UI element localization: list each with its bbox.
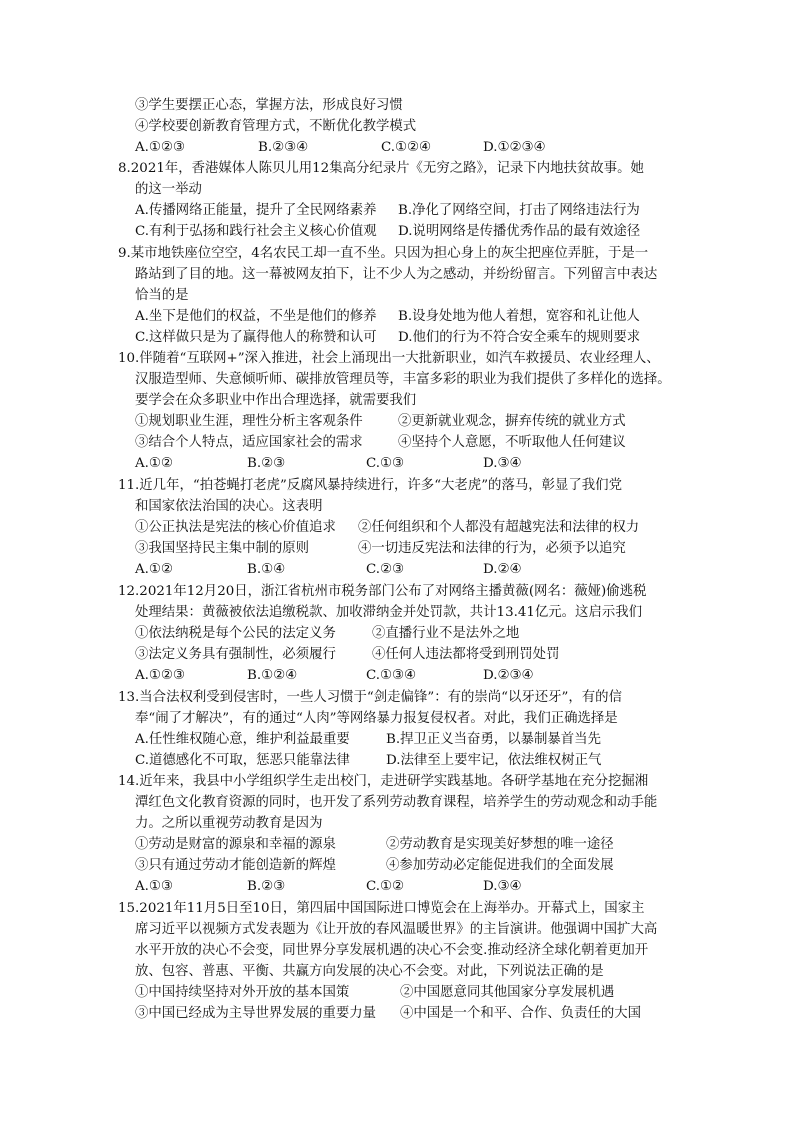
- q12-option-a: A.①②③: [135, 668, 185, 683]
- q14-stem-line-1: 14.近年来，我县中小学组织学生走出校门，走进研学实践基地。各研学基地在充分挖掘湘: [118, 774, 649, 789]
- q11-items-row-2: [135, 539, 675, 559]
- q8-options-row-1: [135, 201, 675, 221]
- q15-stem-line-2: 席习近平以视频方式发表题为《让开放的春风温暖世界》的主旨演讲。他强调中国扩大高: [135, 922, 658, 937]
- q12-option-d: D.②③④: [483, 668, 534, 683]
- q11-option-c: C.②③: [366, 562, 405, 577]
- q14-stem-line-2: 潭红色文化教育资源的同时，也开发了系列劳动教育课程，培养学生的劳动观念和动手能: [135, 795, 658, 810]
- q13-options-row-1: [135, 730, 675, 750]
- q14-options: [135, 877, 675, 897]
- q12-item-3: ③法定义务具有强制性，必须履行: [135, 647, 336, 662]
- q13-option-b: B.捍卫正义当奋勇，以暴制暴首当先: [386, 732, 601, 747]
- q10-items-row-2: [135, 433, 675, 453]
- q10-item-3: ③结合个人特点，适应国家社会的需求: [135, 435, 363, 450]
- q11-option-a: A.①②: [135, 562, 173, 577]
- q13-stem-line-2: 奉“闹了才解决”，有的通过“人肉”等网络暴力报复侵权者。对此，我们正确选择是: [135, 711, 618, 726]
- q10-stem-line-3: 要学会在众多职业中作出合理选择，就需要我们: [135, 393, 417, 408]
- q12-items-row-2: [135, 645, 675, 665]
- q9-options-row-1: [135, 307, 675, 327]
- q8-option-a: A.传播网络正能量，提升了全民网络素养: [135, 203, 377, 218]
- q10-items-row-1: [135, 412, 675, 432]
- q11-option-d: D.②④: [483, 562, 522, 577]
- q10-stem-line-1: 10.伴随着“互联网+”深入推进，社会上涌现出一大批新职业，如汽车救援员、农业经理人、: [118, 351, 660, 366]
- q15-item-2: ②中国愿意同其他国家分享发展机遇: [400, 985, 615, 1000]
- q7-option-b: B.②③④: [258, 140, 309, 155]
- q11-options: [135, 560, 675, 580]
- q7-option-a: A.①②③: [135, 140, 185, 155]
- q8-option-d: D.说明网络是传播优秀作品的最有效途径: [398, 224, 641, 239]
- q8-option-b: B.净化了网络空间，打击了网络违法行为: [398, 203, 640, 218]
- q14-item-1: ①劳动是财富的源泉和幸福的源泉: [135, 837, 336, 852]
- q10-option-d: D.③④: [483, 456, 522, 471]
- q14-option-c: C.①②: [366, 879, 405, 894]
- q11-item-3: ③我国坚持民主集中制的原则: [135, 541, 310, 556]
- q12-option-c: C.①③④: [366, 668, 417, 683]
- q12-options: [135, 666, 675, 686]
- q13-option-d: D.法律至上要牢记，依法维权树正气: [386, 753, 602, 768]
- q10-item-4: ④坚持个人意愿，不听取他人任何建议: [398, 435, 626, 450]
- q10-option-b: B.②③: [247, 456, 286, 471]
- q14-item-2: ②劳动教育是实现美好梦想的唯一途径: [386, 837, 614, 852]
- q10-option-a: A.①②: [135, 456, 173, 471]
- q12-stem-line-1: 12.2021年12月20日，浙江省杭州市税务部门公布了对网络主播黄薇(网名：薇娅)偷逃税: [118, 584, 647, 599]
- q14-option-a: A.①③: [135, 879, 173, 894]
- q9-option-b: B.设身处地为他人着想，宽容和礼让他人: [398, 309, 640, 324]
- q8-stem-line-1: 8.2021年，香港媒体人陈贝儿用12集高分纪录片《无穷之路》，记录下内地扶贫故事。她: [118, 161, 644, 176]
- q12-item-1: ①依法纳税是每个公民的法定义务: [135, 626, 336, 641]
- q12-option-b: B.①②④: [247, 668, 298, 683]
- q14-option-b: B.②③: [247, 879, 286, 894]
- q15-item-3: ③中国已经成为主导世界发展的重要力量: [135, 1006, 377, 1021]
- q11-stem-line-1: 11.近几年，“拍苍蝇打老虎”反腐风暴持续进行，许多“大老虎”的落马，彰显了我们党: [118, 478, 622, 493]
- q9-stem-line-1: 9.某市地铁座位空空，4名农民工却一直不坐。只因为担心身上的灰尘把座位弄脏，于是一: [118, 246, 649, 261]
- q15-stem-line-1: 15.2021年11月5日至10日，第四届中国国际进口博览会在上海举办。开幕式上，国家主: [118, 901, 645, 916]
- q14-stem-line-3: 力。之所以重视劳动教育是因为: [135, 816, 323, 831]
- q7-option-d: D.①②③④: [483, 140, 546, 155]
- q8-options-row-2: [135, 222, 675, 242]
- q15-items-row-2: [135, 1004, 675, 1024]
- q14-item-4: ④参加劳动必定能促进我们的全面发展: [386, 858, 614, 873]
- q10-options: [135, 454, 675, 474]
- q9-stem-line-3: 恰当的是: [135, 288, 189, 303]
- q15-stem-line-3: 水平开放的决心不会变，同世界分享发展机遇的决心不会变.推动经济全球化朝着更加开: [135, 943, 649, 958]
- q12-item-2: ②直播行业不是法外之地: [372, 626, 520, 641]
- q9-stem-line-2: 路站到了目的地。这一幕被网友拍下，让不少人为之感动，并纷纷留言。下列留言中表达: [135, 267, 658, 282]
- q13-stem-line-1: 13.当合法权利受到侵害时，一些人习惯于“剑走偏锋”：有的崇尚“以牙还牙”，有的信: [118, 690, 622, 705]
- q11-item-2: ②任何组织和个人都没有超越宪法和法律的权力: [358, 520, 640, 535]
- q14-item-3: ③只有通过劳动才能创造新的辉煌: [135, 858, 336, 873]
- q13-option-c: C.道德感化不可取，惩恶只能靠法律: [135, 753, 350, 768]
- q10-option-c: C.①③: [366, 456, 405, 471]
- q7-item-4: ④学校要创新教育管理方式，不断优化教学模式: [135, 119, 417, 134]
- q15-item-1: ①中国持续坚持对外开放的基本国策: [135, 985, 350, 1000]
- q11-items-row-1: [135, 518, 675, 538]
- q12-item-4: ④任何人违法都将受到刑罚处罚: [372, 647, 560, 662]
- q11-option-b: B.①④: [247, 562, 286, 577]
- q13-options-row-2: [135, 751, 675, 771]
- q11-item-4: ④一切违反宪法和法律的行为，必须予以追究: [358, 541, 626, 556]
- q11-item-1: ①公正执法是宪法的核心价值追求: [135, 520, 336, 535]
- q7-options: [135, 138, 675, 158]
- q15-item-4: ④中国是一个和平、合作、负责任的大国: [400, 1006, 642, 1021]
- q10-item-2: ②更新就业观念，摒弃传统的就业方式: [398, 414, 626, 429]
- q7-item-3: ③学生要摆正心态，掌握方法，形成良好习惯: [135, 98, 403, 113]
- q8-stem-line-2: 的这一举动: [135, 182, 202, 197]
- q14-items-row-1: [135, 835, 675, 855]
- q10-stem-line-2: 汉服造型师、失意倾听师、碳排放管理员等，丰富多彩的职业为我们提供了多样化的选择。: [135, 372, 671, 387]
- q14-items-row-2: [135, 856, 675, 876]
- q9-option-c: C.这样做只是为了赢得他人的称赞和认可: [135, 330, 377, 345]
- q12-stem-line-2: 处理结果：黄薇被依法追缴税款、加收滞纳金并处罚款，共计13.41亿元。这启示我们: [135, 605, 643, 620]
- q9-options-row-2: [135, 328, 675, 348]
- q7-option-c: C.①②④: [381, 140, 432, 155]
- q8-option-c: C.有利于弘扬和践行社会主义核心价值观: [135, 224, 377, 239]
- q11-stem-line-2: 和国家依法治国的决心。这表明: [135, 499, 323, 514]
- q9-option-d: D.他们的行为不符合安全乘车的规则要求: [398, 330, 641, 345]
- q10-item-1: ①规划职业生涯，理性分析主客观条件: [135, 414, 363, 429]
- q15-stem-line-4: 放、包容、普惠、平衡、共赢方向发展的决心不会变。对此，下列说法正确的是: [135, 964, 604, 979]
- q15-items-row-1: [135, 983, 675, 1003]
- q13-option-a: A.任性维权随心意，维护利益最重要: [135, 732, 350, 747]
- q12-items-row-1: [135, 624, 675, 644]
- q14-option-d: D.③④: [483, 879, 522, 894]
- q9-option-a: A.坐下是他们的权益，不坐是他们的修养: [135, 309, 377, 324]
